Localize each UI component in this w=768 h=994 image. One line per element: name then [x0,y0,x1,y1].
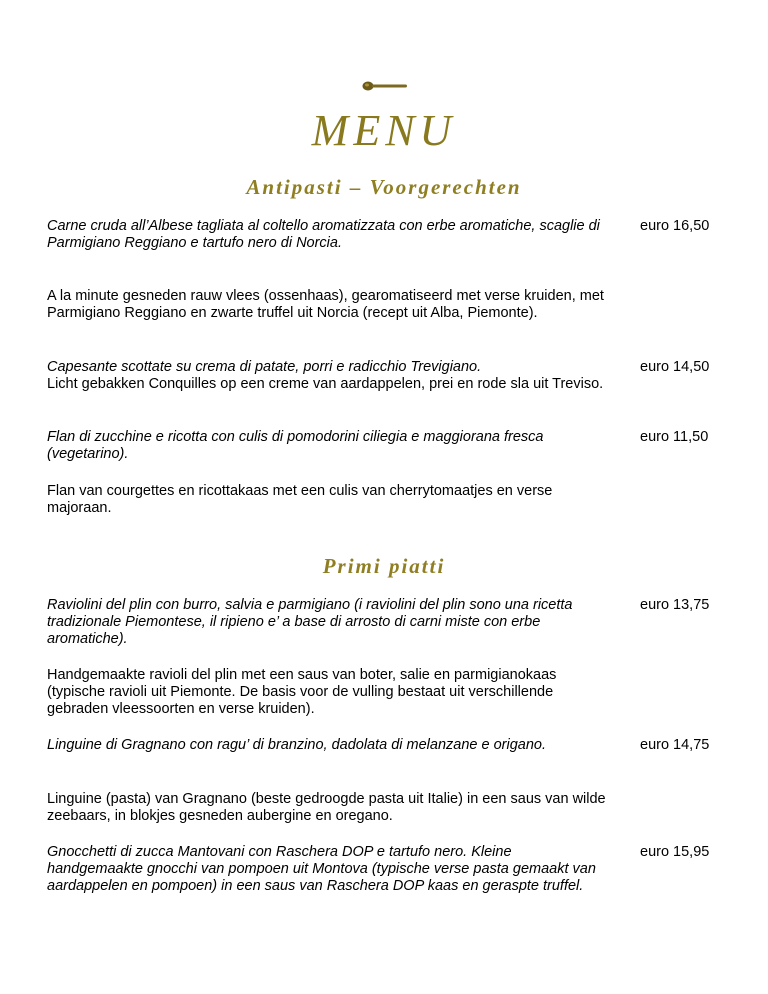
primi-1-price: euro 13,75 [640,597,710,613]
section-title-antipasti: Antipasti – Voorgerechten [246,175,522,199]
primi-1-dutch: Handgemaakte ravioli del plin met een saus van boter, salie en parmigianokaas (typische ravioli uit Piemonte. De basis voor de vulling bestaat uit verschillende gebraden vleessoorten en verse kruiden). [47,667,557,717]
antipasti-2-italian: Capesante scottate su crema di patate, porri e radicchio Trevigiano. [47,359,482,375]
primi-2-italian: Linguine di Gragnano con ragu’ di branzino, dadolata di melanzane e origano. [47,737,546,753]
primi-3-italian: Gnocchetti di zucca Mantovani con Raschera DOP e tartufo nero. Kleine handgemaakte gnocchi van pompoen uit Montova (typische verse pasta gemaakt van aardappelen en pompoen) in een saus van Raschera DOP kaas en geraspte truffel. [47,844,596,894]
antipasti-3-dutch: Flan van courgettes en ricottakaas met een culis van cherrytomaatjes en verse majoraan. [47,483,553,516]
primi-1-italian: Raviolini del plin con burro, salvia e parmigiano (i raviolini del plin sono una ricetta tradizionale Piemontese, il ripieno e’ a base di arrosto di carni miste con erbe aromatiche). [47,597,573,647]
antipasti-2-price: euro 14,50 [640,359,710,375]
antipasti-1-italian: Carne cruda all’Albese tagliata al coltello aromatizzata con erbe aromatiche, scaglie di Parmigiano Reggiano e tartufo nero di Norcia. [47,218,600,251]
primi-3-price: euro 15,95 [640,844,710,860]
antipasti-1-price: euro 16,50 [640,218,710,234]
spoon-icon [362,79,408,93]
menu-title: MENU [311,106,457,155]
primi-2-dutch: Linguine (pasta) van Gragnano (beste gedroogde pasta uit Italie) in een saus van wilde zeebaars, in blokjes gesneden aubergine en oregano. [47,791,606,824]
primi-2-price: euro 14,75 [640,737,710,753]
antipasti-3-price: euro 11,50 [640,429,709,445]
antipasti-1-dutch: A la minute gesneden rauw vlees (ossenhaas), gearomatiseerd met verse kruiden, met Parmigiano Reggiano en zwarte truffel uit Norcia (recept uit Alba, Piemonte). [47,288,604,321]
antipasti-2-dutch: Licht gebakken Conquilles op een creme van aardappelen, prei en rode sla uit Treviso. [47,376,604,392]
antipasti-3-italian: Flan di zucchine e ricotta con culis di pomodorini ciliegia e maggiorana fresca (vegetarino). [47,429,544,462]
section-title-primi: Primi piatti [322,554,446,578]
